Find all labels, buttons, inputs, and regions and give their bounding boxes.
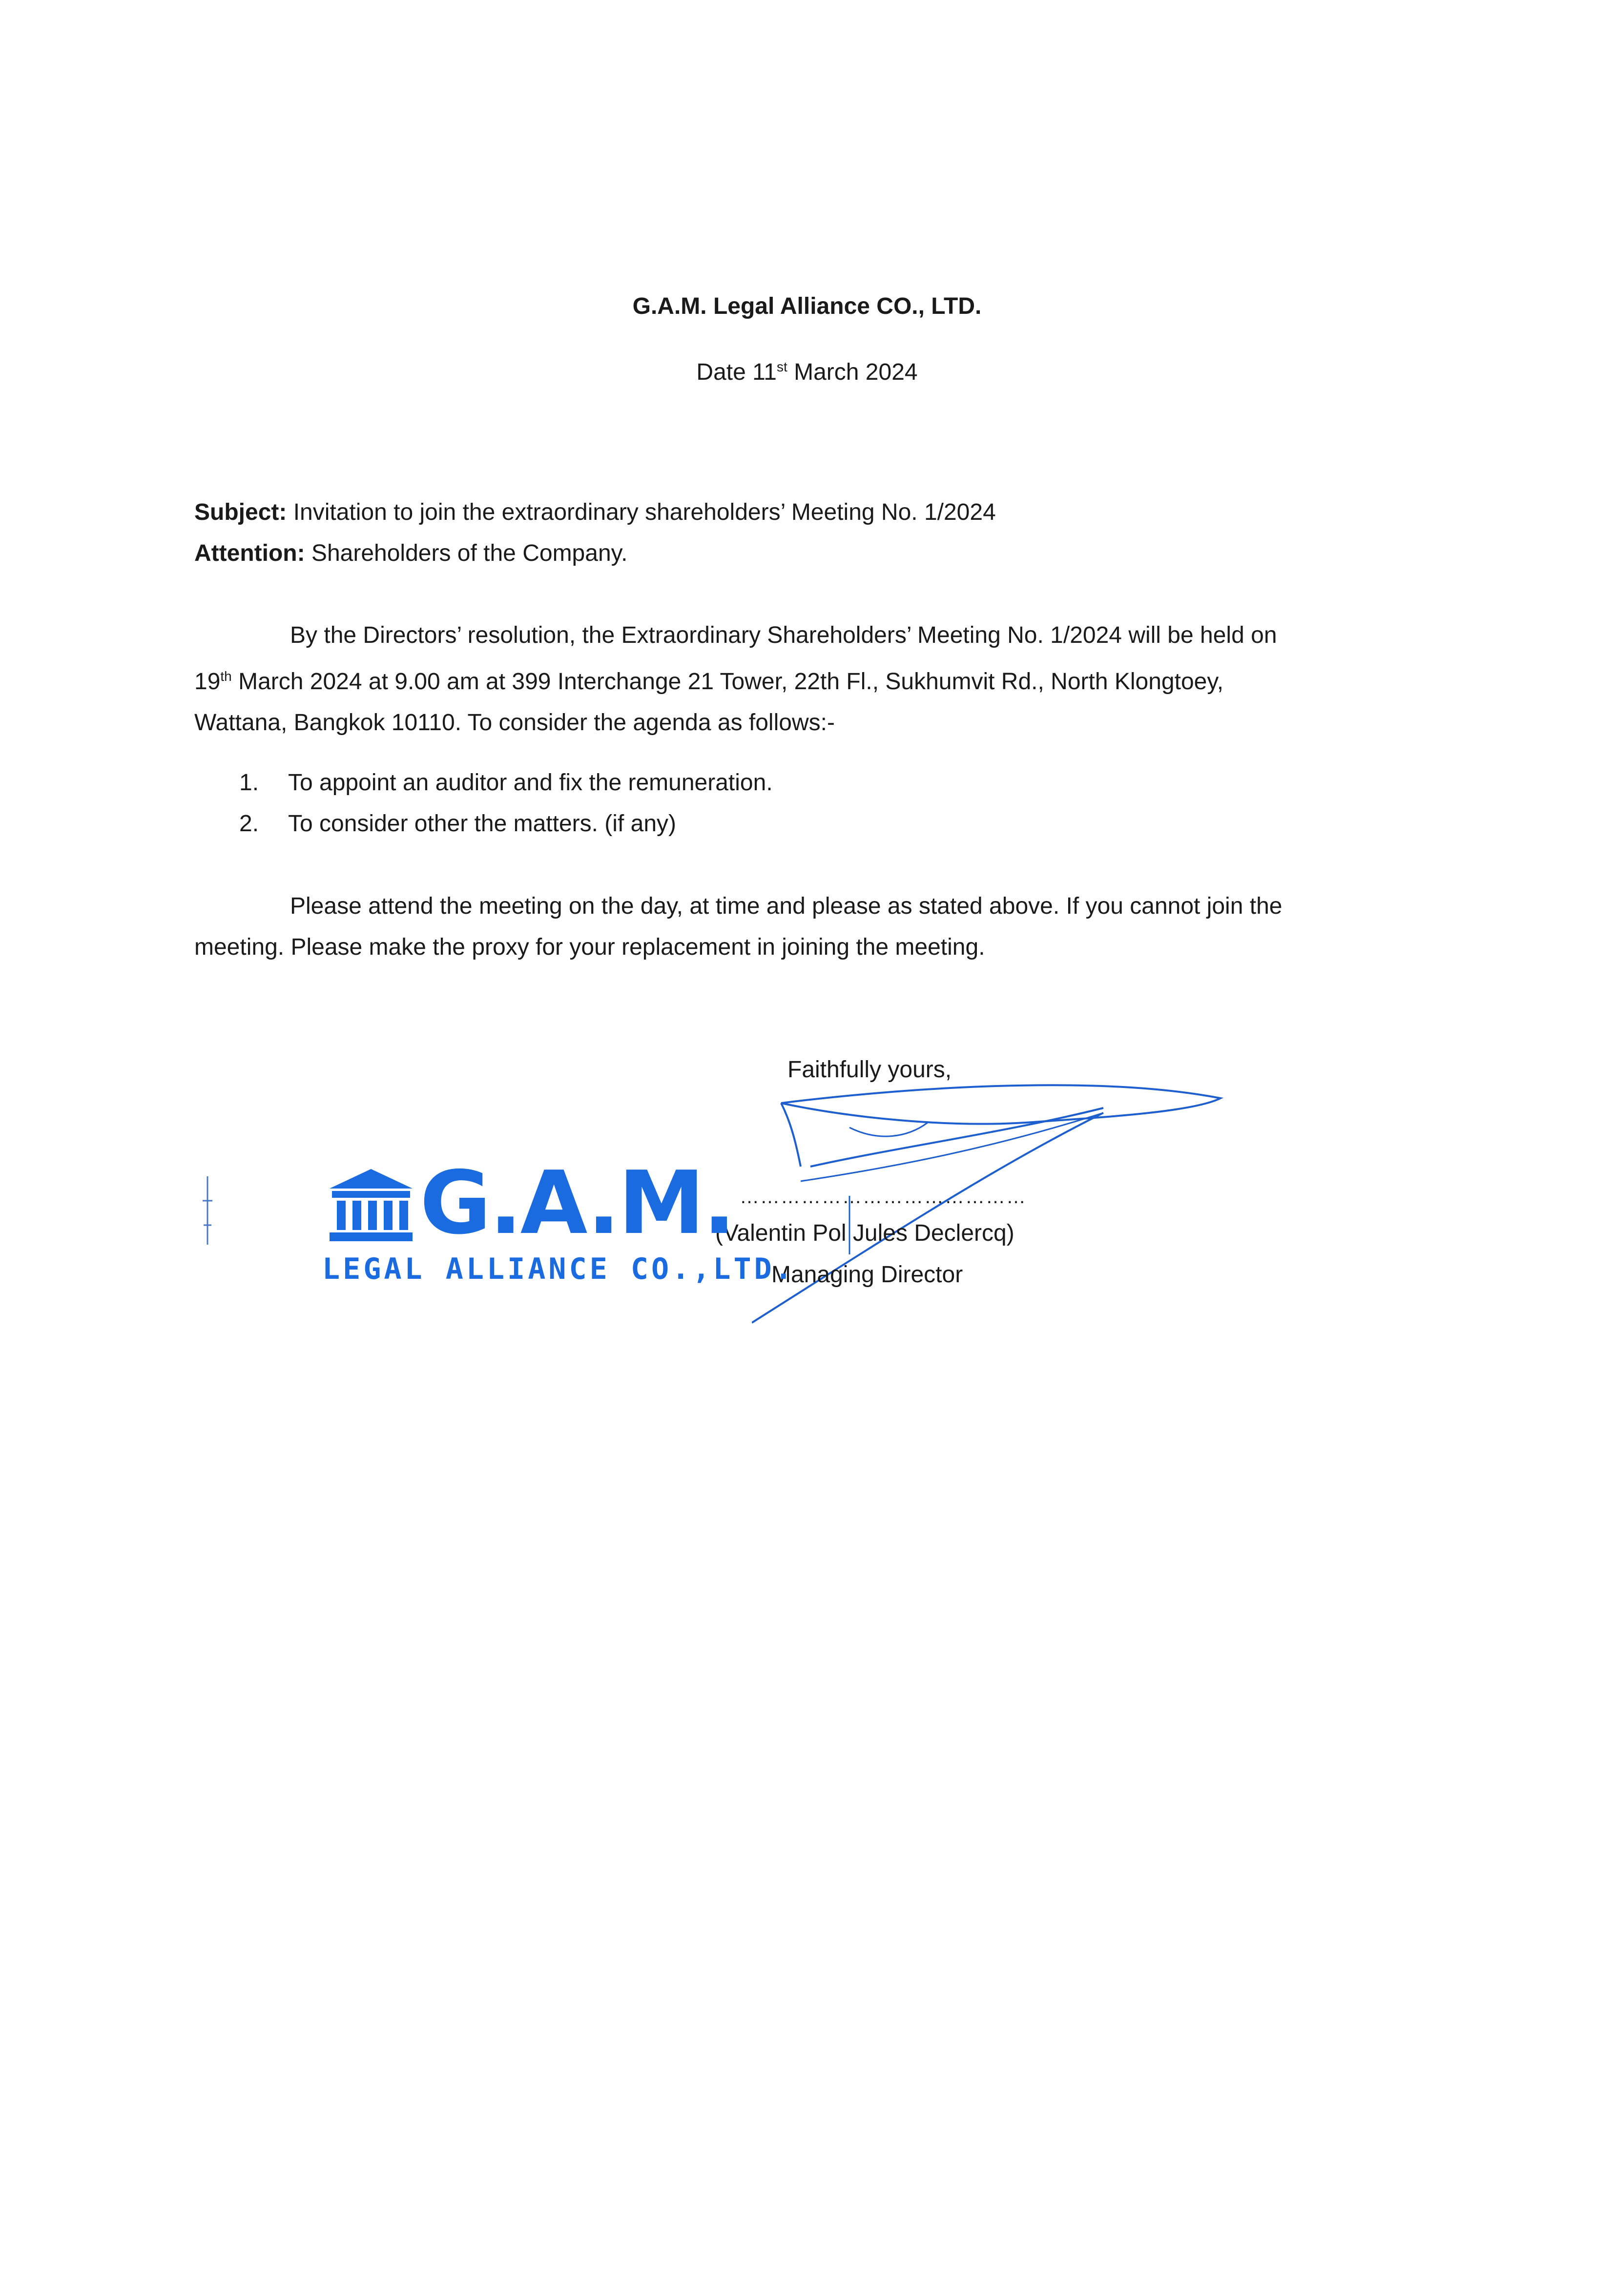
stamp-company-name: G.A.M.: [420, 1152, 734, 1253]
agenda-list: [239, 762, 773, 844]
signer-name: (Valentin Pol Jules Declercq): [715, 1220, 1014, 1246]
meeting-day: 19: [194, 669, 221, 695]
building-icon: [327, 1167, 415, 1245]
date-ordinal: st: [776, 359, 787, 374]
paragraph-line: Please attend the meeting on the day, at time and please as stated above. If you cannot join the: [290, 893, 1283, 919]
margin-mark: [198, 1171, 217, 1250]
attention-line: [194, 533, 627, 574]
agenda-item: [239, 803, 773, 844]
subject-label: Subject:: [194, 499, 287, 525]
letter-date: [0, 359, 1614, 386]
agenda-item: [239, 762, 773, 803]
company-stamp: [322, 1152, 795, 1303]
date-prefix: Date 11: [696, 359, 777, 385]
paragraph-line: [194, 656, 1444, 702]
attention-text: Shareholders of the Company.: [305, 540, 628, 566]
paragraph-line: meeting. Please make the proxy for your replacement in joining the meeting.: [194, 934, 985, 960]
company-title: G.A.M. Legal Alliance CO., LTD.: [632, 293, 982, 319]
paragraph-line: Wattana, Bangkok 10110. To consider the agenda as follows:-: [194, 710, 835, 736]
signature-dots-line: ……………………………………: [740, 1186, 1027, 1208]
closing-salutation: Faithfully yours,: [787, 1057, 952, 1083]
meeting-location: March 2024 at 9.00 am at 399 Interchange 21 Tower, 22th Fl., Sukhumvit Rd., North Klongtoey,: [231, 669, 1224, 695]
paragraph-meeting-details: [194, 615, 1444, 743]
subject-text: Invitation to join the extraordinary shareholders’ Meeting No. 1/2024: [287, 499, 996, 525]
paragraph-line: By the Directors’ resolution, the Extraordinary Shareholders’ Meeting No. 1/2024 will be held on: [290, 622, 1277, 648]
signer-title: Managing Director: [771, 1262, 963, 1288]
attention-label: Attention:: [194, 540, 305, 566]
meeting-day-ordinal: th: [220, 669, 232, 684]
date-suffix: March 2024: [787, 359, 918, 385]
agenda-text: To consider other the matters. (if any): [288, 811, 676, 837]
agenda-number: 1.: [239, 770, 259, 796]
paragraph-attendance: [194, 886, 1444, 968]
stamp-company-subtitle: LEGAL ALLIANCE CO.,LTD.: [322, 1252, 795, 1286]
agenda-number: 2.: [239, 811, 259, 837]
agenda-text: To appoint an auditor and fix the remuneration.: [288, 770, 773, 796]
subject-line: [194, 492, 996, 533]
